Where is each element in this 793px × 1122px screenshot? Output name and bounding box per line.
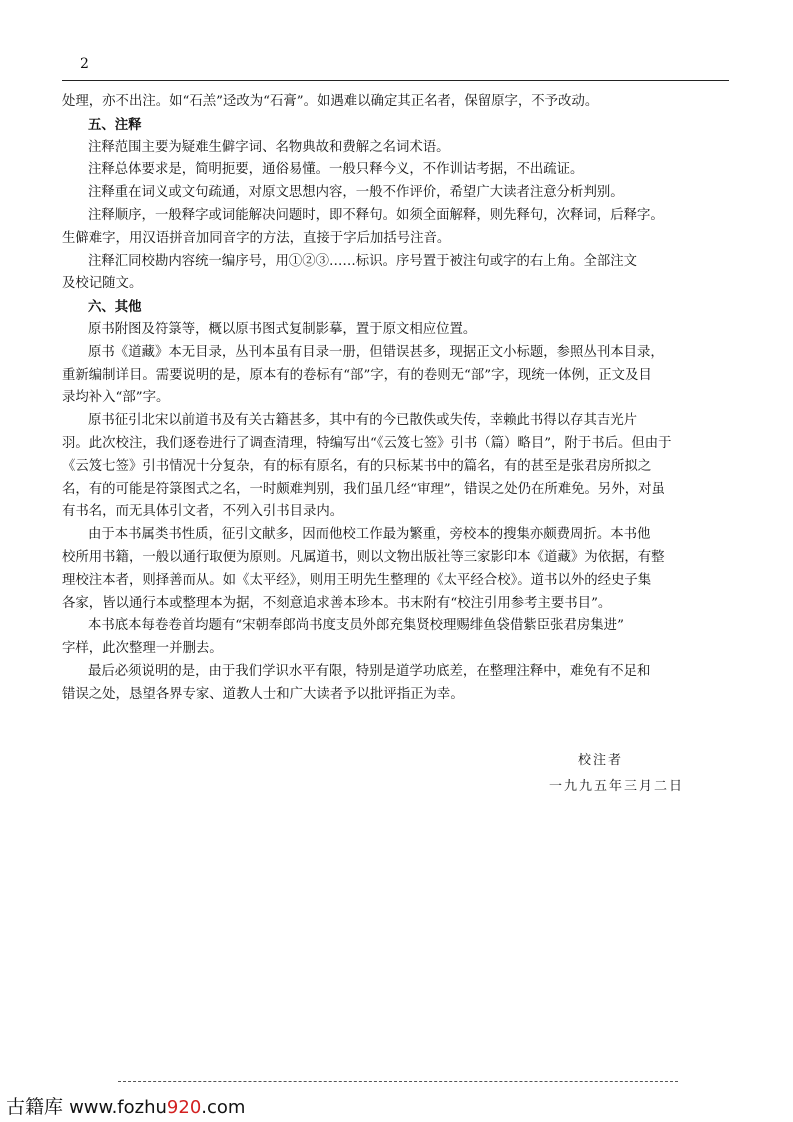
paragraph-line: 原书《道藏》本无目录，丛刊本虽有目录一册，但错误甚多，现据正文小标题，参照丛刊本目录， <box>88 344 664 360</box>
paragraph-line: 由于本书属类书性质，征引文献多，因而他校工作最为繁重，旁校本的搜集亦颇费周折。本书他 <box>88 527 651 543</box>
paragraph-line: 原书附图及符箓等，概以原书图式复制影摹，置于原文相应位置。 <box>88 322 477 337</box>
paragraph-line: 本书底本每卷卷首均题有“宋朝奉郎尚书度支员外郎充集贤校理赐绯鱼袋借紫臣张君房集进” <box>88 618 624 634</box>
watermark-url-accent: 920 <box>166 1097 202 1118</box>
paragraph-line: 重新编制详目。需要说明的是，原本有的卷标有“部”字，有的卷则无“部”字，现统一体例，正文及目 <box>62 367 652 383</box>
watermark-url-suffix: .com <box>201 1097 246 1118</box>
paragraph-line: 有书名，而无具体引文者，不列入引书目录内。 <box>62 504 344 520</box>
paragraph-line: 处理，亦不出注。如“石羔”迳改为“石膏”。如遇难以确定其正名者，保留原字，不予改动。 <box>62 94 599 109</box>
watermark-url-prefix: www.fozhu <box>69 1097 167 1118</box>
paragraph-line: 原书征引北宋以前道书及有关古籍甚多，其中有的今已散佚或失传，幸赖此书得以存其吉光片 <box>88 413 638 429</box>
paragraph-line: 《云笈七签》引书情况十分复杂，有的标有原名，有的只标某书中的篇名，有的甚至是张君房所拟之 <box>62 458 652 474</box>
paragraph-line: 注释总体要求是，简明扼要，通俗易懂。一般只释今义，不作训诂考据，不出疏证。 <box>88 162 584 178</box>
watermark-site-name: 古籍库 <box>6 1096 64 1118</box>
paragraph-line: 注释汇同校勘内容统一编序号，用①②③……标识。序号置于被注句或字的右上角。全部注文 <box>88 253 638 269</box>
paragraph-line: 各家，皆以通行本或整理本为据，不刻意追求善本珍本。书末附有“校注引用参考主要书目”。 <box>62 595 612 611</box>
paragraph-line: 理校注本者，则择善而从。如《太平经》，则用王明先生整理的《太平经合校》。道书以外的经史子集 <box>62 572 652 588</box>
paragraph-line: 注释重在词义或文句疏通，对原文思想内容，一般不作评价，希望广大读者注意分析判别。 <box>88 185 624 201</box>
page-number: 2 <box>80 56 89 72</box>
paragraph-line: 字样，此次整理一并删去。 <box>62 641 223 657</box>
site-watermark[interactable] <box>6 1092 245 1119</box>
paragraph-line: 及校记随文。 <box>62 276 143 292</box>
signature-author: 校注者 <box>578 753 624 768</box>
header-rule <box>62 80 729 81</box>
paragraph-line: 生僻难字，用汉语拼音加同音字的方法，直接于字后加括号注音。 <box>62 230 451 246</box>
paragraph-line: 注释范围主要为疑难生僻字词、名物典故和费解之名词术语。 <box>88 139 450 155</box>
paragraph-line: 最后必须说明的是，由于我们学识水平有限，特别是道学功底差，在整理注释中，难免有不足和 <box>88 664 651 679</box>
paragraph-line: 羽。此次校注，我们逐卷进行了调查清理，特编写出“《云笈七签》引书（篇）略目”，附于书后。但由于 <box>62 436 672 451</box>
section-heading: 六、其他 <box>88 299 142 316</box>
paragraph-line: 录均补入“部”字。 <box>62 390 170 406</box>
paragraph-line: 校所用书籍，一般以通行取便为原则。凡属道书，则以文物出版社等三家影印本《道藏》为依据，有整 <box>62 550 665 565</box>
paragraph-line: 名，有的可能是符箓图式之名，一时颇难判别，我们虽几经“审理”，错误之处仍在所难免。另外，对虽 <box>62 481 665 497</box>
footer-rule <box>118 1081 678 1082</box>
paragraph-line: 注释顺序，一般释字或词能解决问题时，即不释句。如须全面解释，则先释句，次释词，后释字。 <box>88 208 664 223</box>
paragraph-line: 错误之处，恳望各界专家、道教人士和广大读者予以批评指正为幸。 <box>62 686 464 702</box>
section-heading: 五、注释 <box>88 116 142 133</box>
signature-date: 一九九五年三月二日 <box>549 779 685 794</box>
